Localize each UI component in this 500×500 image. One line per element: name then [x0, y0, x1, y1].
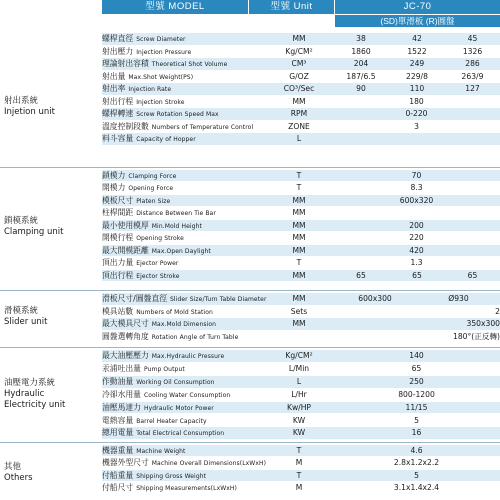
- spec-row: [102, 318, 500, 330]
- spec-label-zh: 油壓馬達力: [102, 402, 141, 412]
- spec-label-zh: 付船重量: [102, 470, 134, 480]
- spec-value: 38: [356, 34, 366, 43]
- spec-row: [102, 389, 500, 401]
- spec-label-zh: 柱桿間距: [102, 208, 134, 218]
- spec-label-en: Machine Weight: [136, 448, 186, 455]
- spec-row: [102, 402, 500, 414]
- spec-label: [102, 318, 216, 331]
- spec-label-en: Screw Rotation Speed Max: [136, 111, 219, 119]
- spec-label: [102, 245, 211, 257]
- spec-value: 70: [411, 171, 422, 180]
- spec-label: [102, 121, 253, 134]
- spec-unit: Kg/CM²: [285, 46, 313, 56]
- spec-unit: T: [296, 446, 302, 455]
- spec-unit: L/Min: [288, 363, 310, 373]
- spec-value: 65: [412, 270, 422, 280]
- spec-row: [102, 427, 500, 439]
- spec-label: [102, 108, 219, 121]
- spec-label-zh: 料斗容量: [102, 134, 134, 144]
- spec-row: [102, 71, 500, 83]
- spec-value: 420: [409, 245, 424, 255]
- spec-value: 5: [414, 415, 419, 425]
- spec-unit: M: [295, 458, 303, 468]
- spec-label-zh: 作動油量: [102, 376, 134, 386]
- spec-row: [102, 170, 500, 181]
- spec-label-en: Shipping Gross Weight: [136, 472, 207, 480]
- spec-row: [102, 33, 500, 45]
- product-header: JC-70: [335, 0, 500, 14]
- spec-label-zh: 理論射出容積: [102, 59, 149, 69]
- spec-value: 1522: [407, 46, 427, 56]
- spec-label-en: Max.Mold Dimension: [151, 321, 217, 328]
- spec-unit: ZONE: [288, 121, 310, 131]
- spec-value: 3: [414, 121, 419, 131]
- spec-label: [102, 133, 196, 146]
- section-name: [4, 216, 64, 238]
- spec-label: [102, 415, 207, 428]
- spec-unit: Kw/HP: [286, 402, 312, 412]
- spec-label: [102, 46, 191, 59]
- spec-label: [102, 363, 185, 376]
- spec-label-zh: 射出壓力: [102, 46, 134, 56]
- spec-label: [102, 376, 215, 389]
- spec-label-zh: 最小使用模厚: [102, 220, 149, 230]
- spec-label-zh: 溫度控制段數: [102, 121, 149, 131]
- spec-label-zh: 汞浦吐出量: [102, 363, 141, 373]
- spec-unit: MM: [292, 34, 306, 43]
- spec-unit: MM: [292, 294, 306, 303]
- spec-label: [102, 445, 186, 457]
- section-divider: [0, 290, 500, 291]
- spec-unit: MM: [292, 195, 306, 205]
- spec-value: 11/15: [405, 402, 428, 412]
- spec-label-en: Barrel Heater Capacity: [136, 417, 207, 425]
- spec-unit: Sets: [290, 306, 308, 316]
- spec-label-zh: 付船尺寸: [102, 483, 134, 493]
- spec-label-zh: 射出行程: [102, 96, 134, 106]
- spec-value: 45: [467, 34, 478, 43]
- spec-unit: L/Hr: [291, 389, 307, 399]
- spec-label-en: Machine Overall Dimensions(LxWxH): [151, 460, 267, 468]
- section-name: [4, 306, 47, 328]
- spec-row: [102, 306, 500, 318]
- spec-value: 65: [356, 270, 366, 280]
- spec-label-zh: 鎖模力: [102, 171, 126, 180]
- section-name: [4, 96, 55, 118]
- spec-label: [102, 170, 176, 182]
- spec-label: [102, 96, 185, 109]
- spec-label-zh: 螺桿直徑: [102, 34, 134, 43]
- spec-label-zh: 開模行程: [102, 233, 134, 243]
- spec-label: [102, 293, 267, 306]
- spec-value: 229/8: [406, 71, 428, 81]
- spec-label: [102, 427, 224, 440]
- spec-unit: RPM: [290, 109, 308, 119]
- spec-unit: MM: [292, 208, 306, 218]
- section-name-zh: 射出系統: [4, 96, 39, 106]
- spec-label: [102, 257, 178, 269]
- spec-value: 286: [465, 59, 480, 69]
- spec-value: 3.1x1.4x2.4: [393, 483, 440, 493]
- spec-label-en: Pump Output: [143, 365, 185, 373]
- spec-value: 2: [495, 306, 500, 316]
- spec-label: [102, 306, 213, 319]
- spec-row: [102, 363, 500, 375]
- spec-label: [102, 270, 180, 282]
- spec-value: 8.3: [410, 183, 423, 193]
- spec-label: [102, 350, 224, 363]
- spec-value: 250: [409, 376, 424, 386]
- spec-label-zh: 射出率: [102, 84, 126, 94]
- spec-label-zh: 電熱容量: [102, 415, 134, 425]
- spec-value: 220: [409, 233, 424, 243]
- spec-value: 65: [411, 363, 422, 373]
- section-name-en: Hydraulic Electricity unit: [4, 389, 66, 410]
- spec-unit: MM: [292, 233, 306, 243]
- spec-label: [102, 482, 237, 494]
- spec-label: [102, 83, 171, 96]
- spec-label: [102, 33, 186, 46]
- spec-label-en: Numbers of Mold Station: [136, 308, 213, 316]
- spec-value: 42: [412, 34, 422, 43]
- spec-unit: T: [296, 171, 302, 180]
- spec-label-zh: 螺桿轉速: [102, 109, 134, 119]
- spec-value: 1860: [351, 46, 371, 56]
- spec-value: 127: [465, 84, 480, 94]
- spec-row: [102, 220, 500, 231]
- spec-unit: M: [295, 483, 303, 493]
- spec-value: 0-220: [405, 109, 428, 119]
- spec-label-en: Rotation Angle of Turn Table: [151, 333, 239, 341]
- spec-label-en: Theoretical Shot Volume: [151, 61, 228, 69]
- spec-label-zh: 射出量: [102, 71, 126, 81]
- spec-row: [102, 96, 500, 108]
- spec-label: [102, 207, 216, 219]
- spec-value: 180°(正反轉): [453, 331, 500, 341]
- spec-label-en: Platen Size: [136, 197, 171, 205]
- spec-value: 2.8x1.2x2.2: [393, 458, 440, 468]
- section-name-zh: 滑模系統: [4, 306, 39, 316]
- spec-row: [102, 195, 500, 206]
- spec-row: [102, 270, 500, 281]
- section-divider: [0, 167, 500, 168]
- spec-value: 249: [409, 59, 425, 69]
- spec-value: 180: [409, 96, 424, 106]
- spec-row: [102, 58, 500, 70]
- spec-value: 110: [409, 84, 425, 94]
- spec-label-zh: 機器外型尺寸: [102, 458, 149, 468]
- spec-label: [102, 389, 230, 402]
- spec-row: [102, 245, 500, 256]
- spec-value: 200: [409, 220, 424, 230]
- section-name-zh: 鎖模系統: [4, 216, 39, 226]
- spec-label-zh: 開模力: [102, 183, 126, 193]
- spec-row: [102, 415, 500, 427]
- section-divider: [0, 347, 500, 348]
- spec-row: [102, 232, 500, 243]
- spec-row: [102, 457, 500, 468]
- spec-row: [102, 207, 500, 218]
- spec-label: [102, 58, 227, 71]
- spec-label-en: Max.Hydraulic Pressure: [151, 353, 225, 360]
- spec-label-zh: 模板尺寸: [102, 195, 134, 205]
- spec-label: [102, 232, 184, 244]
- spec-value: 65: [467, 270, 478, 280]
- spec-row: [102, 293, 500, 305]
- spec-label-en: Clamping Force: [128, 173, 177, 180]
- spec-value: 263/9: [461, 71, 484, 81]
- model-header: 型號 MODEL: [102, 0, 248, 14]
- spec-row: [102, 121, 500, 133]
- spec-label-en: Ejector Stroke: [136, 272, 180, 280]
- spec-label-zh: 滑板尺寸/圓盤直徑: [102, 294, 168, 303]
- spec-label-en: Numbers of Temperature Control: [151, 123, 254, 131]
- spec-label-en: Working Oil Consumption: [136, 378, 215, 386]
- section-divider: [0, 442, 500, 443]
- spec-unit: CM³: [291, 59, 307, 69]
- section-name-en: Slider unit: [4, 317, 48, 327]
- unit-header: 型號 Unit: [249, 0, 334, 14]
- spec-label-en: Cooling Water Consumption: [143, 391, 231, 399]
- spec-value: 1326: [462, 46, 483, 56]
- spec-label-zh: 頂出力量: [102, 258, 134, 268]
- spec-label-en: Opening Stroke: [136, 235, 184, 243]
- spec-row: [102, 133, 500, 145]
- spec-row: [102, 331, 500, 343]
- section-name-en: Injetion unit: [4, 107, 55, 117]
- section-name-en: Others: [4, 473, 33, 483]
- spec-unit: CO³/Sec: [283, 84, 315, 94]
- spec-value: Ø930: [448, 294, 469, 303]
- spec-unit: T: [296, 470, 302, 480]
- spec-value: 600x320: [399, 195, 434, 205]
- spec-value: 90: [356, 84, 366, 94]
- spec-label-zh: 機器重量: [102, 446, 134, 455]
- spec-label-en: Injection Stroke: [136, 98, 185, 106]
- spec-value: 350x300: [466, 319, 500, 328]
- spec-value: 800-1200: [398, 389, 435, 399]
- section-name-zh: 油壓電力系統: [4, 378, 56, 388]
- spec-row: [102, 445, 500, 456]
- spec-row: [102, 470, 500, 481]
- spec-label-en: Opening Force: [128, 185, 174, 193]
- spec-row: [102, 83, 500, 95]
- spec-label-en: Distance Between Tie Bar: [136, 210, 216, 218]
- spec-label-en: Slider Size/Turn Table Diameter: [170, 296, 267, 303]
- spec-label-zh: 頂出行程: [102, 270, 134, 280]
- spec-label-zh: 最大模具尺寸: [102, 319, 149, 328]
- spec-unit: KW: [292, 428, 306, 438]
- spec-row: [102, 46, 500, 58]
- spec-row: [102, 257, 500, 268]
- spec-label: [102, 457, 266, 469]
- spec-unit: G/OZ: [289, 71, 309, 81]
- spec-label-en: Min.Mold Height: [151, 222, 202, 230]
- spec-label: [102, 331, 238, 344]
- spec-unit: L: [296, 134, 302, 144]
- spec-value: 204: [353, 59, 369, 69]
- spec-label: [102, 470, 206, 482]
- section-name: [4, 462, 33, 484]
- spec-label-en: Capacity of Hopper: [136, 136, 196, 144]
- spec-label-en: Hydraulic Motor Power: [143, 404, 214, 412]
- spec-label: [102, 182, 173, 194]
- spec-unit: MM: [292, 319, 306, 328]
- spec-label-zh: 冷卻水用量: [102, 389, 141, 399]
- section-name-en: Clamping unit: [4, 227, 64, 237]
- spec-unit: T: [296, 258, 302, 268]
- spec-row: [102, 376, 500, 388]
- spec-unit: MM: [292, 270, 306, 280]
- spec-row: [102, 108, 500, 120]
- spec-unit: KW: [292, 415, 306, 425]
- spec-row: [102, 182, 500, 193]
- spec-label-en: Ejector Power: [136, 260, 179, 268]
- spec-label-en: Screw Diameter: [136, 36, 186, 43]
- spec-label-en: Max.Open Daylight: [151, 247, 211, 255]
- spec-row: [102, 482, 500, 493]
- spec-value: 600x300: [358, 294, 392, 303]
- spec-label-en: Injection Rate: [128, 86, 172, 94]
- section-name-zh: 其他: [4, 462, 22, 472]
- spec-label-en: Injection Pressure: [136, 48, 192, 56]
- spec-row: [102, 350, 500, 362]
- spec-label: [102, 195, 170, 207]
- section-name: [4, 378, 65, 411]
- spec-label: [102, 402, 214, 415]
- spec-label-zh: 最大開模距離: [102, 245, 149, 255]
- spec-unit: T: [296, 183, 302, 193]
- spec-label-zh: 圓盤選轉角度: [102, 331, 149, 341]
- spec-label-zh: 總用電量: [102, 428, 134, 438]
- spec-label-zh: 最大油壓壓力: [102, 351, 149, 360]
- spec-unit: MM: [292, 245, 306, 255]
- spec-label-en: Shipping Measurements(LxWxH): [136, 485, 237, 493]
- spec-unit: MM: [292, 96, 306, 106]
- product-subheader: (SD)單滑板 (R)圓盤: [335, 15, 500, 27]
- spec-value: 1.3: [410, 258, 423, 268]
- spec-value: 140: [409, 351, 424, 360]
- spec-label-zh: 模具站數: [102, 306, 134, 316]
- spec-value: 5: [414, 470, 419, 480]
- spec-label: [102, 71, 193, 84]
- spec-value: 4.6: [410, 446, 423, 455]
- spec-unit: MM: [292, 220, 306, 230]
- spec-unit: Kg/CM²: [285, 351, 313, 360]
- spec-value: 187/6.5: [346, 71, 376, 81]
- spec-label-en: Max.Shot Weight(PS): [128, 73, 194, 81]
- spec-value: 16: [411, 428, 422, 438]
- spec-unit: L: [296, 376, 302, 386]
- spec-label: [102, 220, 202, 232]
- spec-label-en: Total Electrical Consumption: [136, 430, 225, 438]
